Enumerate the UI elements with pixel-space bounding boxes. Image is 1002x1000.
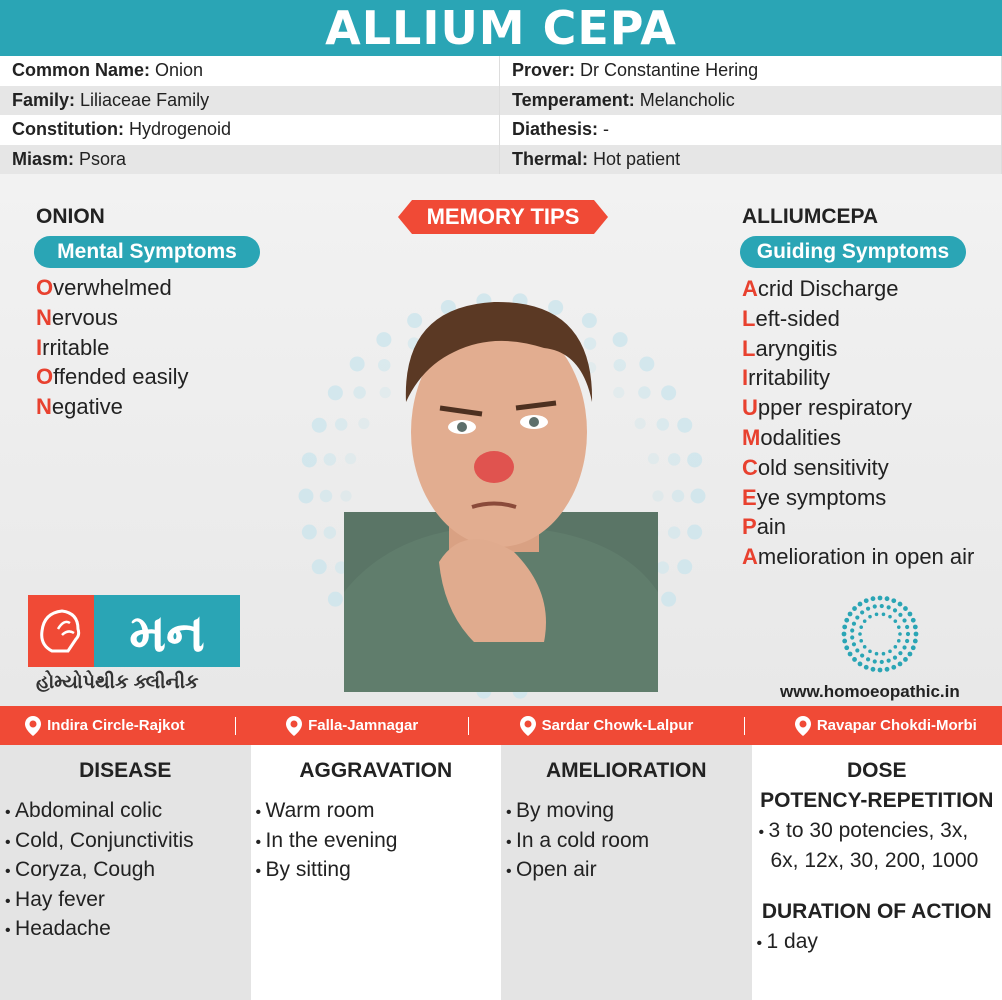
location-item <box>25 716 185 736</box>
svg-text:મન: મન <box>129 604 205 664</box>
location-item <box>795 716 977 736</box>
list-item: Left-sided <box>742 305 840 331</box>
dose-column <box>752 745 1002 1000</box>
disease-heading: DISEASE <box>79 759 172 782</box>
list-item: Eye symptoms <box>742 484 887 510</box>
clinic-logo <box>28 595 240 667</box>
aggravation-list <box>251 797 502 886</box>
info-diathesis <box>500 115 1002 145</box>
disease-column <box>0 745 251 1000</box>
info-value: Liliaceae Family <box>80 89 210 110</box>
list-item: • By moving <box>506 797 752 827</box>
list-item: • Hay fever <box>5 886 251 916</box>
list-item: • Coryza, Cough <box>5 856 251 886</box>
location-label: Ravapar Chokdi-Morbi <box>816 717 977 734</box>
duration-list <box>752 928 1002 958</box>
person-illustration <box>344 262 658 692</box>
memory-tips-banner <box>398 200 608 234</box>
info-value: Hydrogenoid <box>128 119 232 140</box>
info-miasm <box>0 145 500 175</box>
info-constitution <box>0 115 500 145</box>
list-item: • By sitting <box>256 856 502 886</box>
info-value: Melancholic <box>639 89 735 110</box>
list-item: Modalities <box>742 424 842 450</box>
right-heading: ALLIUMCEPA <box>742 205 879 228</box>
list-item: • Abdominal colic <box>5 797 251 827</box>
list-item: • Warm room <box>256 797 502 827</box>
location-label: Falla-Jamnagar <box>308 717 419 734</box>
website-link[interactable]: www.homoeopathic.in <box>780 682 960 701</box>
info-common-name <box>0 56 500 86</box>
info-prover <box>500 56 1002 86</box>
dose-heading: DOSE <box>846 759 907 782</box>
location-pin-icon <box>25 716 41 736</box>
list-item: Upper respiratory <box>742 395 912 421</box>
info-temperament <box>500 86 1002 116</box>
list-item: Nervous <box>36 304 118 330</box>
list-item: • Headache <box>5 915 251 945</box>
potency-heading: POTENCY-REPETITION <box>760 789 994 812</box>
memory-section <box>0 174 1002 706</box>
list-item: Laryngitis <box>742 335 838 361</box>
list-item: Offended easily <box>36 364 189 390</box>
info-thermal <box>500 145 1002 175</box>
list-item: Irritability <box>742 365 831 391</box>
info-grid <box>0 56 1002 174</box>
list-item: Cold sensitivity <box>742 454 889 480</box>
info-label: Family: <box>12 89 76 110</box>
right-list <box>742 274 974 572</box>
location-item <box>286 716 418 736</box>
title-bar <box>0 0 1002 56</box>
page-title: ALLIUM CEPA <box>325 1 677 55</box>
info-label: Common Name: <box>12 60 151 81</box>
location-pin-icon <box>286 716 302 736</box>
info-label: Thermal: <box>512 148 589 169</box>
bottom-columns <box>0 745 1002 1000</box>
location-label: Indira Circle-Rajkot <box>47 717 185 734</box>
list-item: Pain <box>742 514 787 540</box>
aggravation-column <box>251 745 502 1000</box>
logo-subtitle: હોમ્યોપેથીક ક્લીનીક <box>36 672 199 693</box>
list-item: • In the evening <box>256 827 502 857</box>
divider <box>744 717 745 735</box>
list-item: • 3 to 30 potencies, 3x, 6x, 12x, 30, 200, 1000 <box>757 817 1002 874</box>
list-item: Overwhelmed <box>36 275 172 300</box>
info-label: Constitution: <box>12 119 124 140</box>
info-label: Miasm: <box>12 148 75 169</box>
location-pin-icon <box>520 716 536 736</box>
info-label: Temperament: <box>512 89 635 110</box>
list-item: Negative <box>36 394 123 420</box>
duration-heading: DURATION OF ACTION <box>761 900 992 923</box>
info-value: Psora <box>79 148 127 169</box>
location-item <box>520 716 694 736</box>
aggravation-heading: AGGRAVATION <box>299 759 453 782</box>
list-item: Irritable <box>36 334 110 360</box>
list-item: • 1 day <box>757 928 1002 958</box>
potency-list <box>752 817 1002 874</box>
location-label: Sardar Chowk-Lalpur <box>541 717 694 734</box>
info-label: Diathesis: <box>512 119 599 140</box>
amelioration-list <box>501 797 752 886</box>
list-item: Acrid Discharge <box>742 276 899 301</box>
memory-tips-label: MEMORY TIPS <box>426 204 580 229</box>
divider <box>235 717 236 735</box>
dots-logo-icon <box>840 594 920 674</box>
right-pill: Guiding Symptoms <box>740 236 966 268</box>
info-value: - <box>603 119 610 140</box>
left-heading: ONION <box>36 205 105 228</box>
divider <box>468 717 469 735</box>
info-value: Onion <box>155 60 204 81</box>
info-label: Prover: <box>512 60 576 81</box>
amelioration-heading: AMELIORATION <box>545 759 707 782</box>
left-list <box>36 273 189 422</box>
list-item: • In a cold room <box>506 827 752 857</box>
left-pill: Mental Symptoms <box>34 236 260 268</box>
list-item: • Open air <box>506 856 752 886</box>
info-value: Hot patient <box>593 148 681 169</box>
disease-list <box>0 797 251 945</box>
locations-bar <box>0 706 1002 745</box>
info-value: Dr Constantine Hering <box>580 60 759 81</box>
amelioration-column <box>501 745 752 1000</box>
list-item: • Cold, Conjunctivitis <box>5 827 251 857</box>
location-pin-icon <box>795 716 811 736</box>
list-item: Amelioration in open air <box>742 544 975 570</box>
info-family <box>0 86 500 116</box>
